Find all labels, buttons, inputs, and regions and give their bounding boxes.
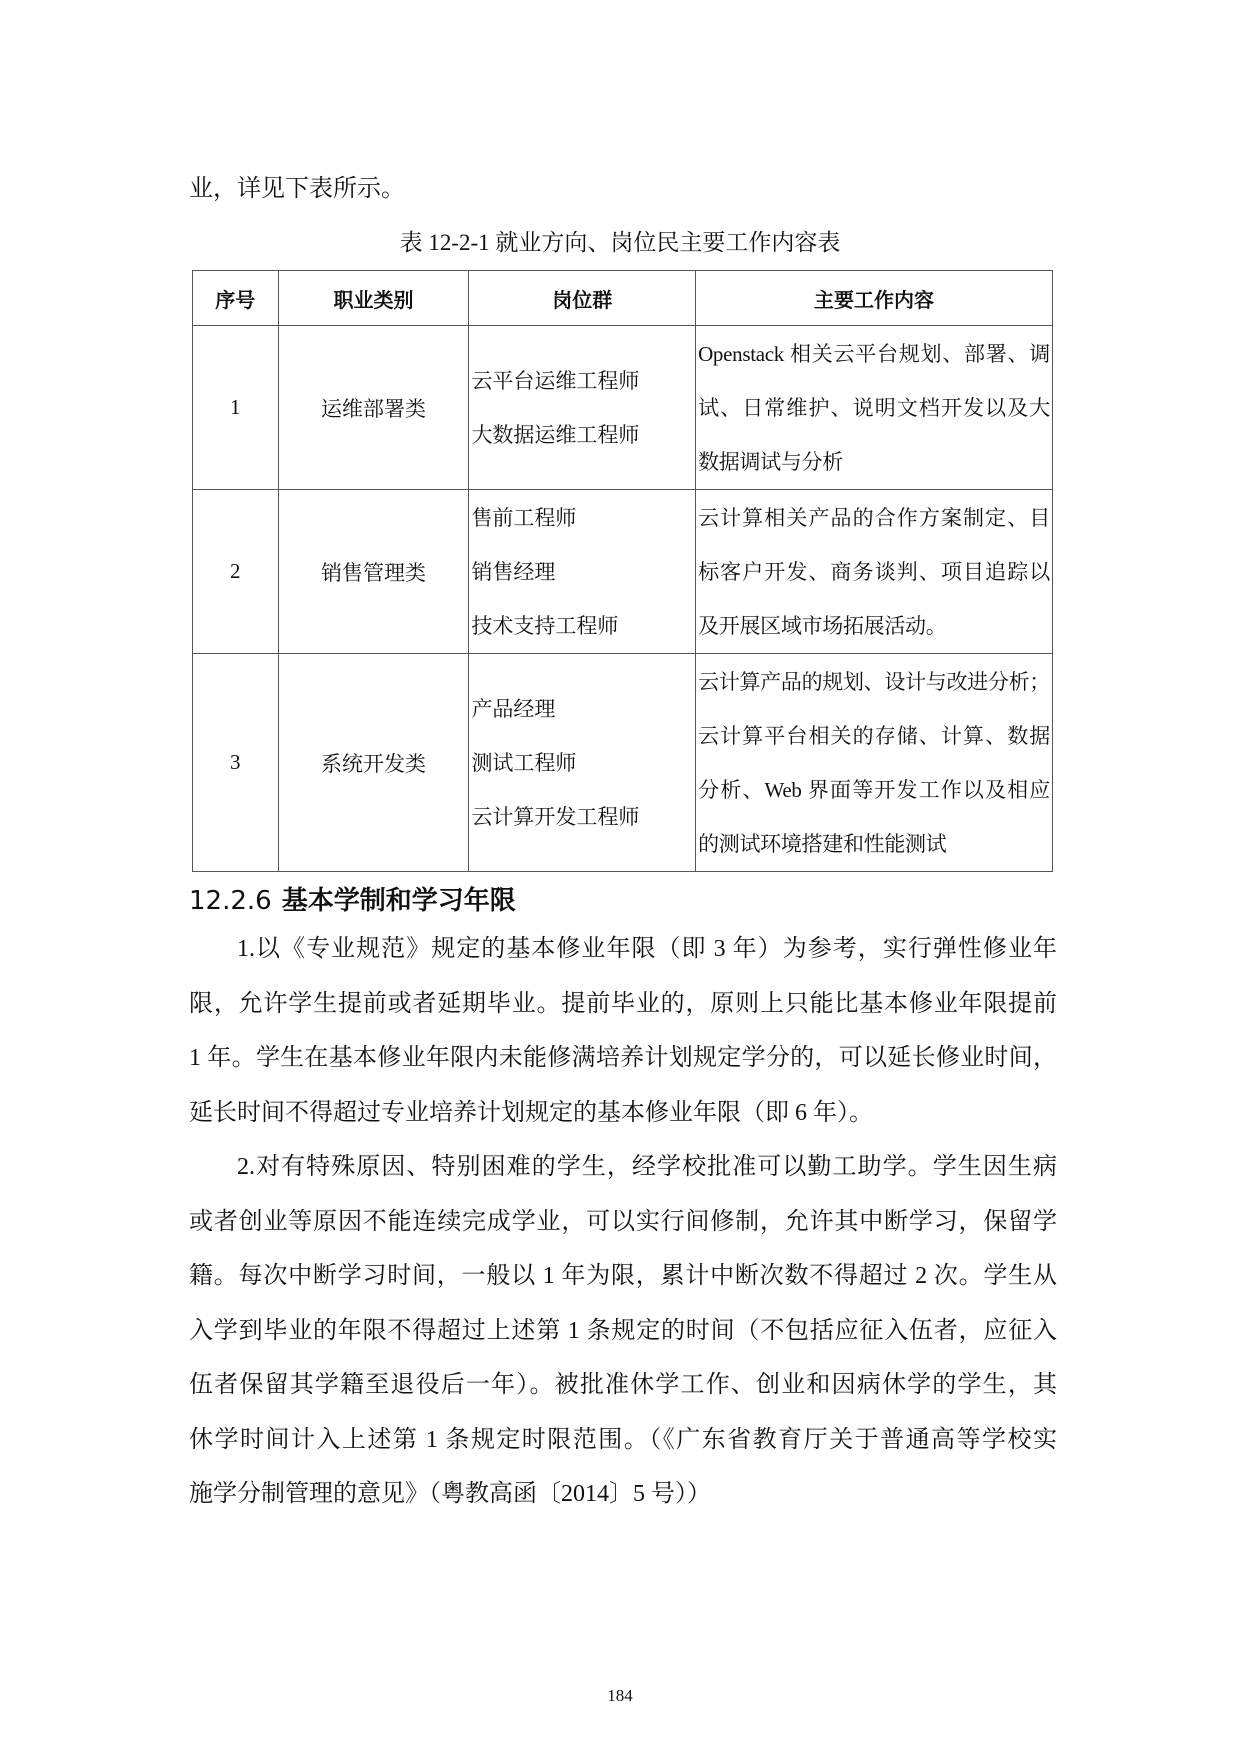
content-line: 云计算产品的规划、设计与改进分析； <box>698 669 1050 694</box>
employment-table <box>192 270 1053 872</box>
intro-text: 业，详见下表所示。 <box>189 176 405 202</box>
content-line: 及开展区域市场拓展活动。 <box>698 613 947 638</box>
cell-content <box>696 654 1053 872</box>
cell-content <box>696 326 1053 490</box>
paragraph-line: 限，允许学生提前或者延期毕业。提前毕业的，原则上只能比基本修业年限提前 <box>189 990 1057 1017</box>
paragraph-line: 入学到毕业的年限不得超过上述第 1 条规定的时间（不包括应征入伍者，应征入 <box>189 1317 1057 1344</box>
paragraph-line: 延长时间不得超过专业培养计划规定的基本修业年限（即 6 年）。 <box>189 1099 873 1126</box>
paragraph-line: 2.对有特殊原因、特别困难的学生，经学校批准可以勤工助学。学生因生病 <box>237 1154 1057 1180</box>
content-line: 的测试环境搭建和性能测试 <box>698 831 947 856</box>
content-line: 分析、Web 界面等开发工作以及相应 <box>698 777 1050 802</box>
position-item: 技术支持工程师 <box>471 613 619 638</box>
cell-content <box>696 490 1053 654</box>
cell-category: 系统开发类 <box>278 654 469 872</box>
position-item: 云计算开发工程师 <box>471 804 640 829</box>
paragraph-line: 1.以《专业规范》规定的基本修业年限（即 3 年）为参考，实行弹性修业年 <box>237 936 1057 962</box>
section-heading <box>189 880 516 917</box>
paragraph-line: 施学分制管理的意见》（粤教高函〔2014〕5 号）） <box>189 1481 711 1507</box>
position-item: 售前工程师 <box>471 505 577 530</box>
page-number: 184 <box>607 1686 633 1705</box>
position-item: 大数据运维工程师 <box>471 422 640 447</box>
section-number: 12.2.6 <box>189 886 272 916</box>
content-line: Openstack 相关云平台规划、部署、调 <box>698 341 1050 366</box>
position-item: 云平台运维工程师 <box>471 368 640 393</box>
paragraph-line: 或者创业等原因不能连续完成学业，可以实行间修制，允许其中断学习，保留学 <box>189 1208 1057 1235</box>
content-line: 试、日常维护、说明文档开发以及大 <box>698 395 1050 420</box>
paragraph-line: 籍。每次中断学习时间，一般以 1 年为限，累计中断次数不得超过 2 次。学生从 <box>189 1263 1057 1289</box>
content-line: 云计算相关产品的合作方案制定、目 <box>698 505 1050 530</box>
paragraph-line: 休学时间计入上述第 1 条规定时限范围。（《广东省教育厅关于普通高等学校实 <box>189 1426 1057 1453</box>
header-category: 职业类别 <box>278 271 469 326</box>
header-content: 主要工作内容 <box>696 271 1053 326</box>
table-header-row <box>193 271 1053 326</box>
cell-category: 销售管理类 <box>278 490 469 654</box>
paragraph-line: 1 年。学生在基本修业年限内未能修满培养计划规定学分的，可以延长修业时间， <box>189 1045 1057 1071</box>
position-item: 产品经理 <box>471 696 556 721</box>
position-item: 测试工程师 <box>471 750 577 775</box>
header-no: 序号 <box>193 271 279 326</box>
header-positions: 岗位群 <box>469 271 696 326</box>
cell-no: 3 <box>193 654 279 872</box>
content-line: 数据调试与分析 <box>698 449 843 474</box>
cell-positions <box>469 326 696 490</box>
table-row <box>193 326 1053 490</box>
table-caption: 表 12-2-1 就业方向、岗位民主要工作内容表 <box>399 230 841 255</box>
content-line: 云计算平台相关的存储、计算、数据 <box>698 723 1050 748</box>
cell-positions <box>469 654 696 872</box>
table-row <box>193 654 1053 872</box>
position-item: 销售经理 <box>471 559 556 584</box>
table-row <box>193 490 1053 654</box>
cell-no: 2 <box>193 490 279 654</box>
cell-category: 运维部署类 <box>278 326 469 490</box>
content-line: 标客户开发、商务谈判、项目追踪以 <box>698 559 1050 584</box>
cell-positions <box>469 490 696 654</box>
section-title: 基本学制和学习年限 <box>281 886 516 916</box>
cell-no: 1 <box>193 326 279 490</box>
paragraph-line: 伍者保留其学籍至退役后一年）。被批准休学工作、创业和因病休学的学生，其 <box>189 1372 1057 1398</box>
